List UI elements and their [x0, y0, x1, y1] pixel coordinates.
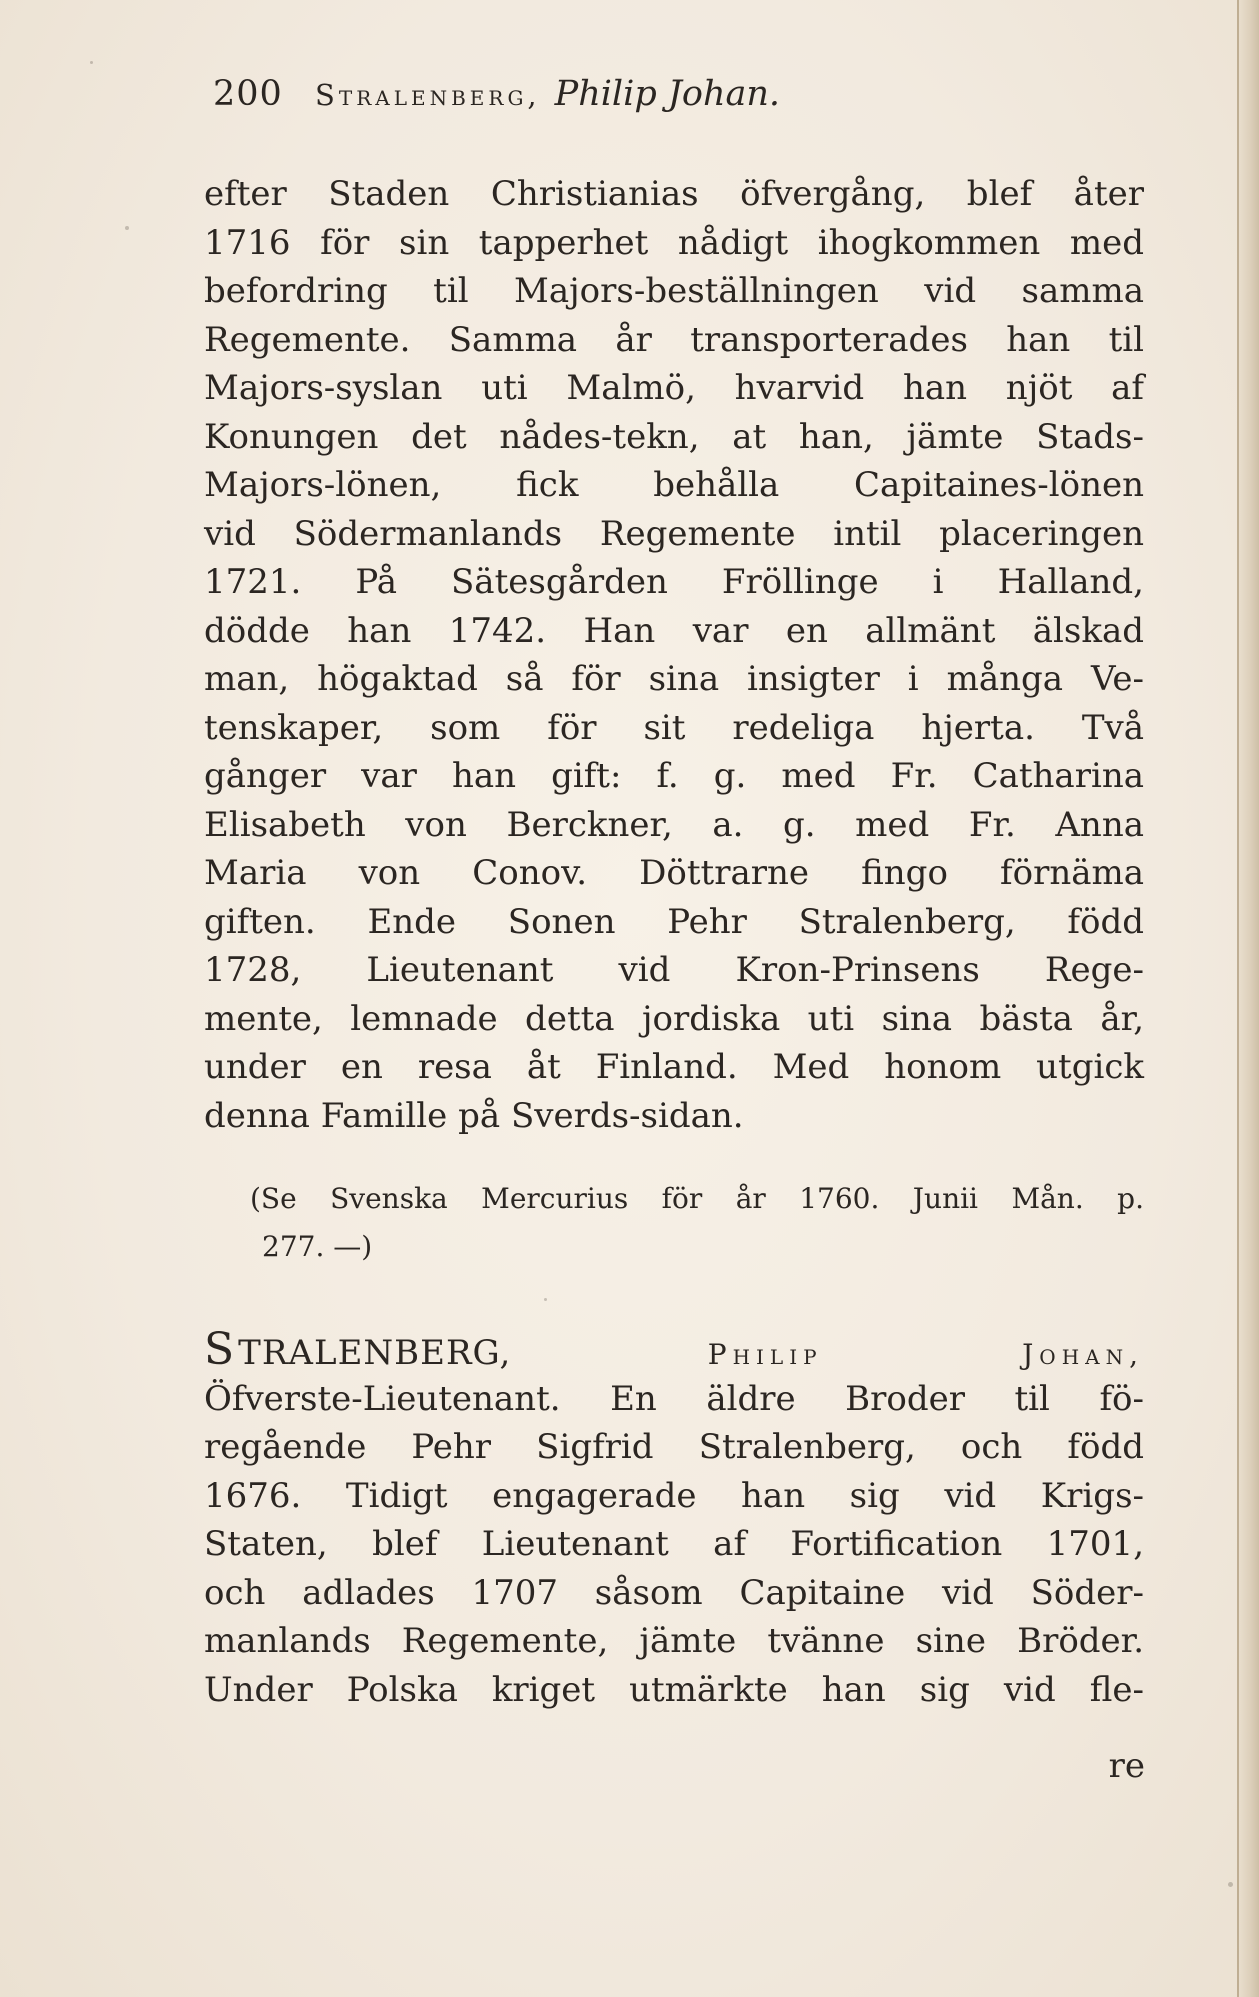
text-line: 1676. Tidigt engagerade han sig vid Krigs- [204, 1475, 1144, 1516]
text-line: under en resa åt Finland. Med honom utgick [204, 1047, 1144, 1087]
text-line: 1716 för sin tapperhet nådigt ihogkommen med [204, 222, 1144, 263]
ink-speck [1228, 1882, 1233, 1887]
note-line: 277. —) [262, 1230, 373, 1263]
text-line: Elisabeth von Berckner, a. g. med Fr. Anna [204, 804, 1144, 845]
text-line: Maria von Conov. Döttrarne fingo förnäma [204, 853, 1144, 893]
entry-given-names: Philip Johan, [707, 1338, 1144, 1371]
text-line: efter Staden Christianias öfvergång, blef åter [204, 174, 1144, 214]
source-note [250, 1175, 1144, 1271]
page-edge [1237, 0, 1259, 1997]
text-line: Under Polska kriget utmärkte han sig vid fle- [204, 1669, 1144, 1710]
text-line: giften. Ende Sonen Pehr Stralenberg, född [204, 901, 1144, 942]
text-line: tenskaper, som för sit redeliga hjerta. Två [204, 707, 1144, 748]
text-line: Regemente. Samma år transporterades han til [204, 319, 1144, 360]
entry-philip-johan [204, 1326, 1144, 1714]
entry-surname-rest: TRALENBERG, [238, 1333, 512, 1373]
running-head-surname: Stralenberg, [315, 78, 541, 112]
text-line: Staten, blef Lieutenant af Fortification 1701, [204, 1524, 1144, 1564]
text-line: regående Pehr Sigfrid Stralenberg, och född [204, 1427, 1144, 1467]
running-head-given-names: Philip Johan. [554, 74, 781, 114]
running-head [213, 68, 1073, 120]
text-line: man, högaktad så för sina insigter i många Ve- [204, 659, 1144, 699]
catchword: re [1108, 1746, 1145, 1786]
entry-continuation [204, 170, 1144, 1140]
text-line: Öfverste-Lieutenant. En äldre Broder til fö- [204, 1378, 1144, 1419]
text-line: denna Famille på Sverds-sidan. [204, 1095, 744, 1136]
text-line: Konungen det nådes-tekn, at han, jämte Stads- [204, 416, 1144, 457]
text-line: och adlades 1707 såsom Capitaine vid Söder- [204, 1572, 1144, 1613]
text-line: dödde han 1742. Han var en allmänt älskad [204, 610, 1144, 651]
page-number: 200 [213, 74, 283, 114]
note-line: (Se Svenska Mercurius för år 1760. Junii Mån. p. [250, 1182, 1144, 1215]
text-line: manlands Regemente, jämte tvänne sine Bröder. [204, 1621, 1144, 1661]
ink-speck [90, 61, 93, 64]
text-line: 1728, Lieutenant vid Kron-Prinsens Rege- [204, 950, 1144, 990]
text-line: mente, lemnade detta jordiska uti sina bästa år, [204, 998, 1144, 1039]
text-line: vid Södermanlands Regemente intil placeringen [204, 513, 1144, 554]
ink-speck [544, 1298, 547, 1301]
text-line: 1721. På Sätesgården Fröllinge i Halland, [204, 562, 1144, 602]
text-line: befordring til Majors-beställningen vid samma [204, 271, 1144, 311]
text-line: Majors-lönen, fick behålla Capitaines-lönen [204, 465, 1144, 505]
entry-surname-initial: S [204, 1324, 239, 1375]
entry-heading [204, 1326, 1144, 1375]
ink-speck [125, 226, 129, 230]
text-line: Majors-syslan uti Malmö, hvarvid han njöt af [204, 368, 1144, 408]
text-line: gånger var han gift: f. g. med Fr. Catharina [204, 756, 1144, 796]
